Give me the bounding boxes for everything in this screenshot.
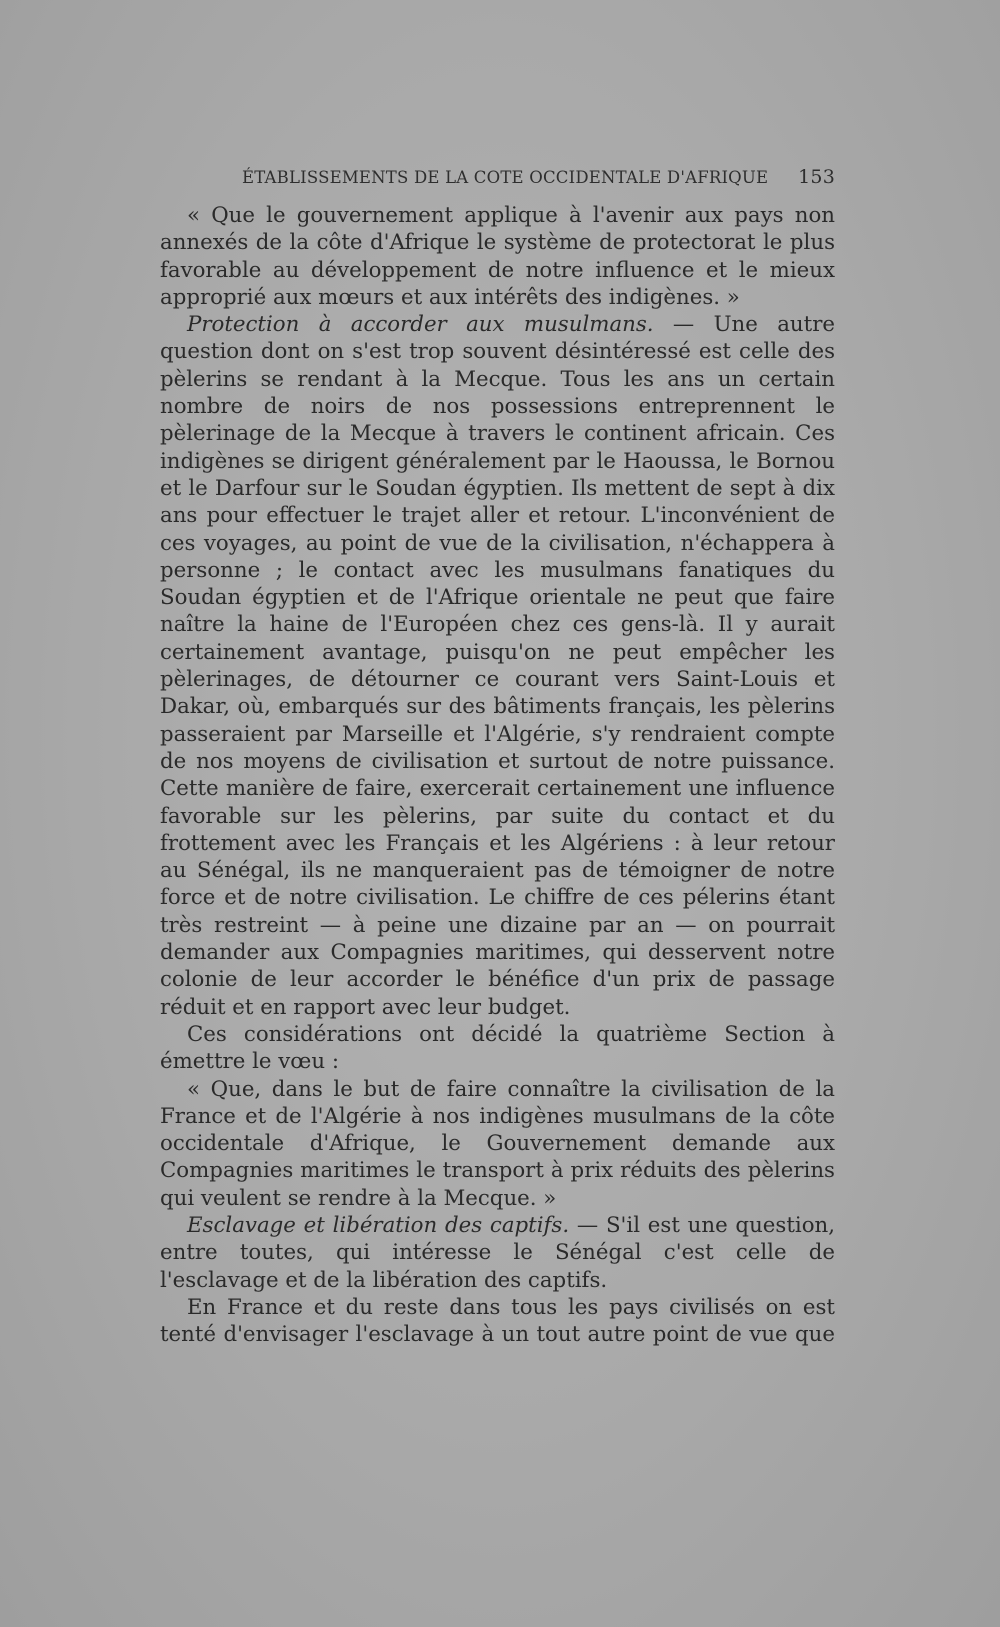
page-number: 153 (798, 166, 835, 188)
paragraph-quote-voeu: « Que, dans le but de faire connaître la civilisation de la France et de l'Algérie à nos indigènes musulmans de la côte occidentale d'Afrique, le Gouvernement demande aux Compagnies maritimes le transport à prix réduits des pèlerins qui veulent se rendre à la Mecque. » (160, 1076, 835, 1211)
body-text (160, 202, 835, 1348)
paragraph-esclavage (160, 1212, 835, 1294)
paragraph-quote-protectorat: « Que le gouvernement applique à l'avenir aux pays non annexés de la côte d'Afrique le système de protectorat le plus favorable au développement de notre influence et le mieux approprié aux mœurs et aux intérêts des indigènes. » (160, 203, 835, 310)
paragraph-esclavage-text: — S'il est une question, entre toutes, qui intéresse le Sénégal c'est celle de l'esclavage et de la libération des captifs. (160, 1212, 835, 1293)
paragraph-pelerins (160, 311, 835, 1021)
section-heading-esclavage: Esclavage et libération des captifs. (187, 1212, 570, 1238)
paragraph-considerations: Ces considérations ont décidé la quatrième Section à émettre le vœu : (160, 1021, 835, 1075)
running-title: ÉTABLISSEMENTS DE LA COTE OCCIDENTALE D'AFRIQUE (242, 168, 769, 187)
paragraph-pelerins-text: — Une autre question dont on s'est trop souvent désintéressé est celle des pèlerins se rendant à la Mecque. Tous les ans un certain nombre de noirs de nos possessions entreprennent le pèlerinage de la Mecque à travers le continent africain. Ces indigènes se dirigent généralement par le Haoussa, le Bornou et le Darfour sur le Soudan égyptien. Ils mettent de sept à dix ans pour effectuer le trajet aller et retour. L'inconvénient de ces voyages, au point de vue de la civilisation, n'échappera à personne ; le contact avec les musulmans fanatiques du Soudan égyptien et de l'Afrique orientale ne peut que faire naître la haine de l'Européen chez ces gens-là. Il y aurait certainement avantage, puisqu'on ne peut empêcher les pèlerinages, de détourner ce courant vers Saint-Louis et Dakar, où, embarqués sur des bâtiments français, les pèlerins passeraient par Marseille et l'Algérie, s'y rendraient compte de nos moyens de civilisation et surtout de notre puissance. Cette manière de faire, exercerait certainement une influence favorable sur les pèlerins, par suite du contact et du frottement avec les Français et les Algériens : à leur retour au Sénégal, ils ne manqueraient pas de témoigner de notre force et de notre civilisation. Le chiffre de ces pélerins étant très restreint — à peine une dizaine par an — on pourrait demander aux Compagnies maritimes, qui desservent notre colonie de leur accorder le bénéfice d'un prix de passage réduit et en rapport avec leur budget. (160, 312, 835, 1020)
paragraph-france: En France et du reste dans tous les pays civilisés on est tenté d'envisager l'esclavage à un tout autre point de vue que (160, 1294, 835, 1348)
section-heading-protection: Protection à accorder aux musulmans. (187, 312, 654, 338)
